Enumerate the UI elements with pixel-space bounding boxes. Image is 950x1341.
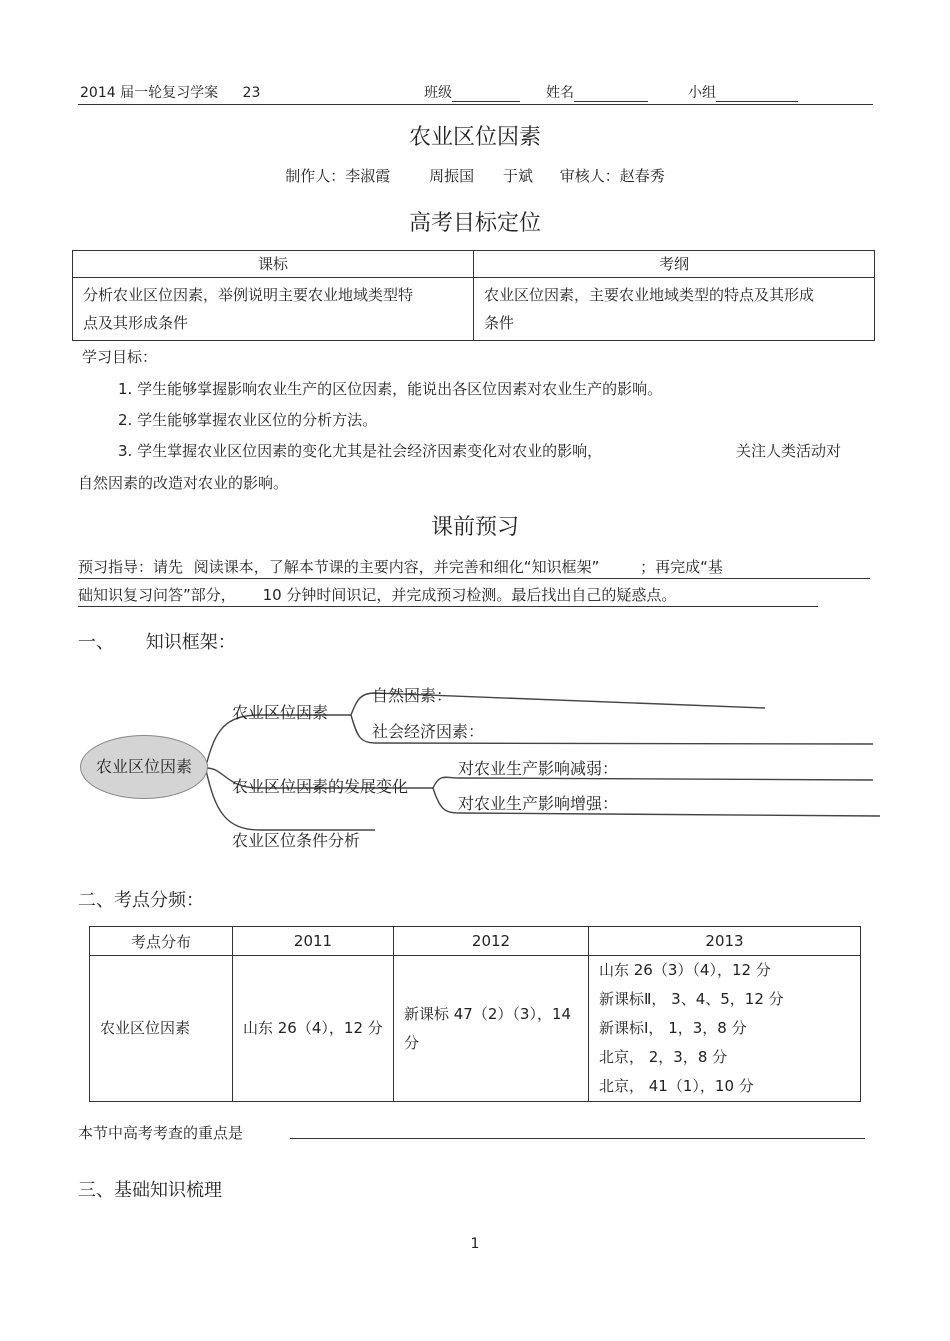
goal-cell-curriculum: 分析农业区位因素，举例说明主要农业地域类型特点及其形成条件 [73, 278, 474, 341]
class-blank[interactable] [452, 87, 520, 102]
freq-cell-2013: 山东 26（3）（4），12 分 新课标Ⅱ， 3、4、5，12 分 新课标Ⅰ， 1，3，8 分 北京， 2，3，8 分 北京， 41（1），10 分 [589, 956, 861, 1102]
name-blank[interactable] [574, 87, 648, 102]
frequency-table [89, 926, 861, 1102]
page-number: 1 [470, 1236, 480, 1252]
part1-heading: 一、 知识框架： [78, 632, 236, 653]
authors-line: 制作人：李淑霞 周振国 于斌 审核人：赵春秀 [285, 167, 665, 185]
header-left [80, 82, 260, 102]
freq-header-2012: 2012 [394, 927, 589, 956]
freq-header-2013: 2013 [589, 927, 861, 956]
focus-label: 本节中高考考查的重点是 [78, 1124, 244, 1142]
goal-header-curriculum: 课标 [73, 251, 474, 278]
header-rule [78, 104, 873, 105]
mindmap-b3: 农业区位条件分析 [232, 831, 361, 850]
freq-cell-2011: 山东 26（4），12 分 [233, 956, 394, 1102]
section-goal-title: 高考目标定位 [408, 211, 541, 236]
goal-table [72, 250, 875, 341]
focus-blank[interactable] [290, 1138, 865, 1139]
objective-1: 1. 学生能够掌握影响农业生产的区位因素，能说出各区位因素对农业生产的影响。 [118, 380, 663, 398]
name-field: 姓名 [546, 82, 648, 102]
objectives-label: 学习目标： [82, 348, 158, 366]
mindmap-b1b: 社会经济因素： [372, 722, 485, 741]
mindmap-root: 农业区位因素 [80, 735, 208, 799]
objective-3: 3. 学生掌握农业区位因素的变化尤其是社会经济因素变化对农业的影响， [118, 442, 603, 460]
freq-cell-2012: 新课标 47（2）（3），14 分 [394, 956, 589, 1102]
group-blank[interactable] [716, 87, 798, 102]
header-number: 23 [242, 85, 261, 101]
mindmap-b1: 农业区位因素 [232, 703, 329, 722]
goal-cell-syllabus: 农业区位因素，主要农业地域类型的特点及其形成条件 [474, 278, 875, 341]
mindmap-b2: 农业区位因素的发展变化 [232, 777, 409, 796]
mindmap-b2a: 对农业生产影响减弱： [458, 759, 619, 778]
knowledge-mindmap [75, 670, 890, 870]
objective-2: 2. 学生能够掌握农业区位的分析方法。 [118, 411, 378, 429]
header-title: 2014 届一轮复习学案 [80, 85, 219, 101]
group-field: 小组 [688, 82, 798, 102]
class-field: 班级 [424, 82, 520, 102]
preview-line-2: 础知识复习问答”部分， 10 分钟时间识记，并完成预习检测。最后找出自己的疑惑点。 [78, 584, 818, 607]
part3-heading: 三、基础知识梳理 [78, 1180, 222, 1201]
freq-row-label: 农业区位因素 [90, 956, 233, 1102]
objective-3c: 自然因素的改造对农业的影响。 [78, 474, 289, 492]
part2-heading: 二、考点分频： [78, 890, 204, 911]
mindmap-b2b: 对农业生产影响增强： [458, 794, 619, 813]
section-preview-title: 课前预习 [430, 515, 519, 540]
mindmap-b1a: 自然因素： [372, 686, 453, 705]
objective-3b: 关注人类活动对 [736, 442, 842, 460]
freq-header-topic: 考点分布 [90, 927, 233, 956]
freq-header-2011: 2011 [233, 927, 394, 956]
goal-header-syllabus: 考纲 [474, 251, 875, 278]
page-title: 农业区位因素 [408, 125, 541, 150]
preview-line-1: 预习指导：请先 阅读课本，了解本节课的主要内容，并完善和细化“知识框架” ；再完成“基 [78, 556, 870, 579]
